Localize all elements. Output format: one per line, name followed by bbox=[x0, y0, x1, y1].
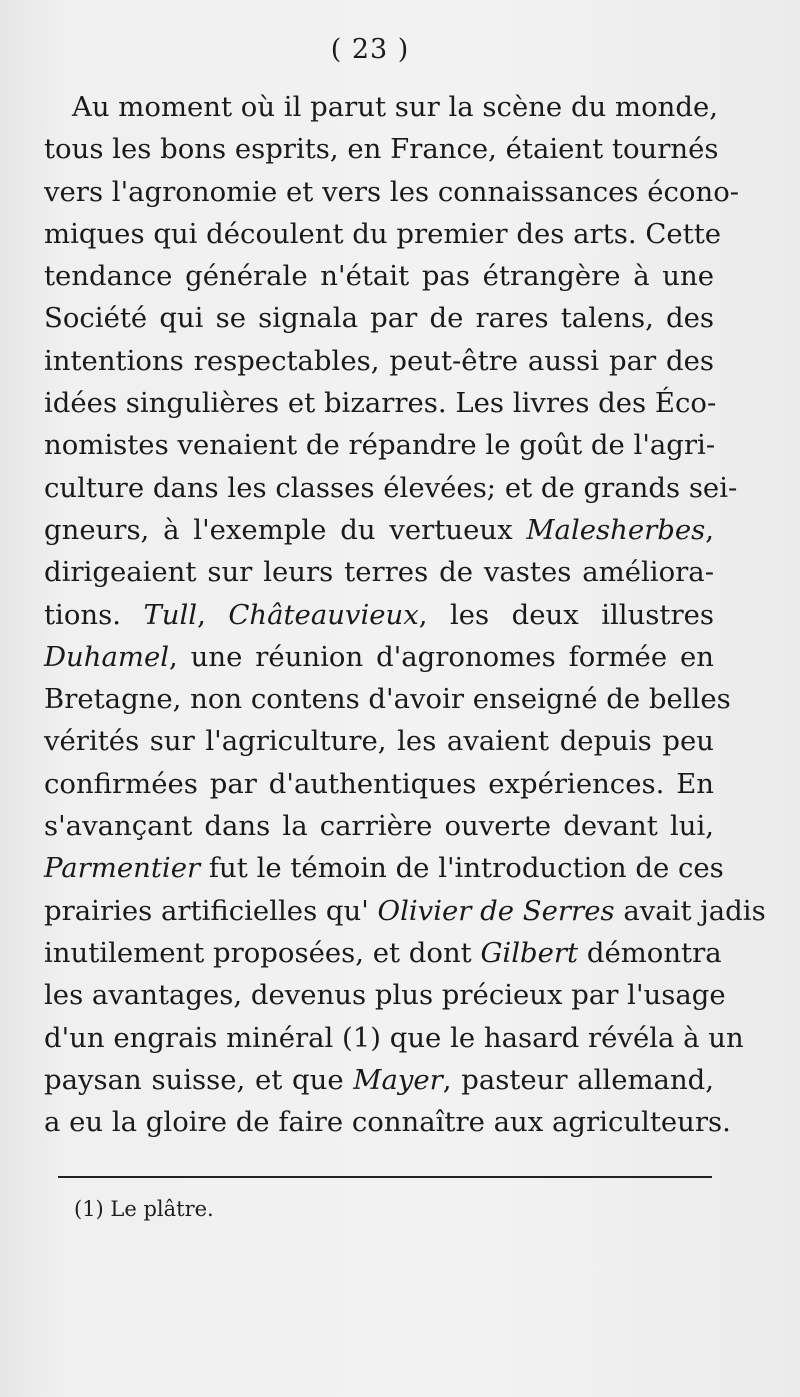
text-line bbox=[44, 720, 714, 762]
text-line bbox=[44, 467, 738, 509]
text-line bbox=[44, 636, 714, 678]
text-segment: vérités sur l'agriculture, les avaient depuis peu bbox=[44, 725, 714, 758]
text-segment: Bretagne, non contens d'avoir enseigné de belles bbox=[44, 683, 731, 716]
text-line bbox=[44, 1059, 714, 1101]
italic-name: Mayer bbox=[353, 1063, 443, 1096]
text-segment: d'un engrais minéral (1) que le hasard révéla à un bbox=[44, 1021, 744, 1054]
text-line bbox=[44, 86, 718, 128]
text-segment: miques qui découlent du premier des arts. Cette bbox=[44, 217, 722, 250]
italic-name: Duhamel bbox=[44, 640, 170, 673]
text-segment: Au moment où il parut sur la scène du monde, bbox=[72, 91, 718, 123]
page-number: ( 23 ) bbox=[330, 34, 410, 65]
text-segment: inutilement proposées, et dont bbox=[44, 936, 481, 969]
text-line bbox=[44, 340, 714, 382]
text-segment: fut le témoin de l'introduction de ces bbox=[200, 852, 724, 885]
text-line bbox=[44, 128, 719, 170]
footnote-separator bbox=[58, 1176, 712, 1178]
italic-name: Tull bbox=[143, 598, 198, 631]
text-segment: culture dans les classes élevées; et de grands sei- bbox=[44, 471, 738, 504]
text-line bbox=[44, 1017, 744, 1059]
text-line bbox=[44, 932, 722, 974]
text-segment: avait jadis bbox=[614, 894, 766, 927]
text-line bbox=[44, 171, 740, 213]
text-segment: , bbox=[197, 598, 229, 631]
italic-name: Malesherbes bbox=[526, 513, 706, 546]
text-segment: , une réunion d'agronomes formée en bbox=[169, 640, 714, 673]
text-line bbox=[44, 255, 714, 297]
text-segment: tous les bons esprits, en France, étaient tournés bbox=[44, 133, 719, 166]
text-segment: paysan suisse, et que bbox=[44, 1063, 354, 1096]
text-line bbox=[44, 763, 714, 805]
italic-name: Gilbert bbox=[480, 936, 579, 969]
text-segment: tions. bbox=[44, 598, 144, 631]
text-line bbox=[44, 424, 714, 466]
text-line bbox=[44, 594, 714, 636]
text-segment: s'avançant dans la carrière ouverte devant lui, bbox=[44, 810, 714, 843]
text-line bbox=[44, 890, 766, 932]
text-line bbox=[44, 847, 724, 889]
text-segment: gneurs, à l'exemple du vertueux bbox=[44, 513, 527, 546]
text-segment: démontra bbox=[578, 936, 722, 969]
text-line bbox=[44, 1101, 731, 1143]
text-segment: intentions respectables, peut-être aussi par des bbox=[44, 344, 714, 377]
text-segment: a eu la gloire de faire connaître aux agriculteurs. bbox=[44, 1106, 731, 1139]
text-line bbox=[44, 509, 714, 551]
text-segment: confirmées par d'authentiques expériences. En bbox=[44, 767, 714, 800]
main-paragraph bbox=[44, 86, 766, 1143]
text-line bbox=[44, 382, 717, 424]
footnote: (1) Le plâtre. bbox=[74, 1197, 214, 1221]
text-segment: nomistes venaient de répandre le goût de l'agri- bbox=[44, 429, 716, 462]
text-line bbox=[44, 297, 714, 339]
text-segment: les avantages, devenus plus précieux par l'usage bbox=[44, 979, 726, 1012]
text-segment: Société qui se signala par de rares talens, des bbox=[44, 302, 714, 335]
text-segment: idées singulières et bizarres. Les livres des Éco- bbox=[44, 387, 717, 420]
text-segment: dirigeaient sur leurs terres de vastes améliora- bbox=[44, 556, 714, 589]
text-segment: tendance générale n'était pas étrangère à une bbox=[44, 260, 714, 293]
text-line bbox=[44, 551, 714, 593]
text-segment: , pasteur allemand, bbox=[442, 1063, 714, 1096]
text-segment: , bbox=[705, 513, 714, 546]
text-line bbox=[44, 213, 722, 255]
text-line bbox=[44, 974, 726, 1016]
text-line bbox=[44, 678, 731, 720]
text-line bbox=[44, 805, 714, 847]
text-segment: , les deux illustres bbox=[418, 598, 715, 631]
italic-name: Parmentier bbox=[44, 852, 201, 885]
italic-name: Châteauvieux bbox=[228, 598, 419, 631]
text-segment: prairies artificielles qu' bbox=[44, 894, 378, 927]
text-segment: vers l'agronomie et vers les connaissances écono- bbox=[44, 175, 740, 208]
italic-name: Olivier de Serres bbox=[377, 894, 615, 927]
